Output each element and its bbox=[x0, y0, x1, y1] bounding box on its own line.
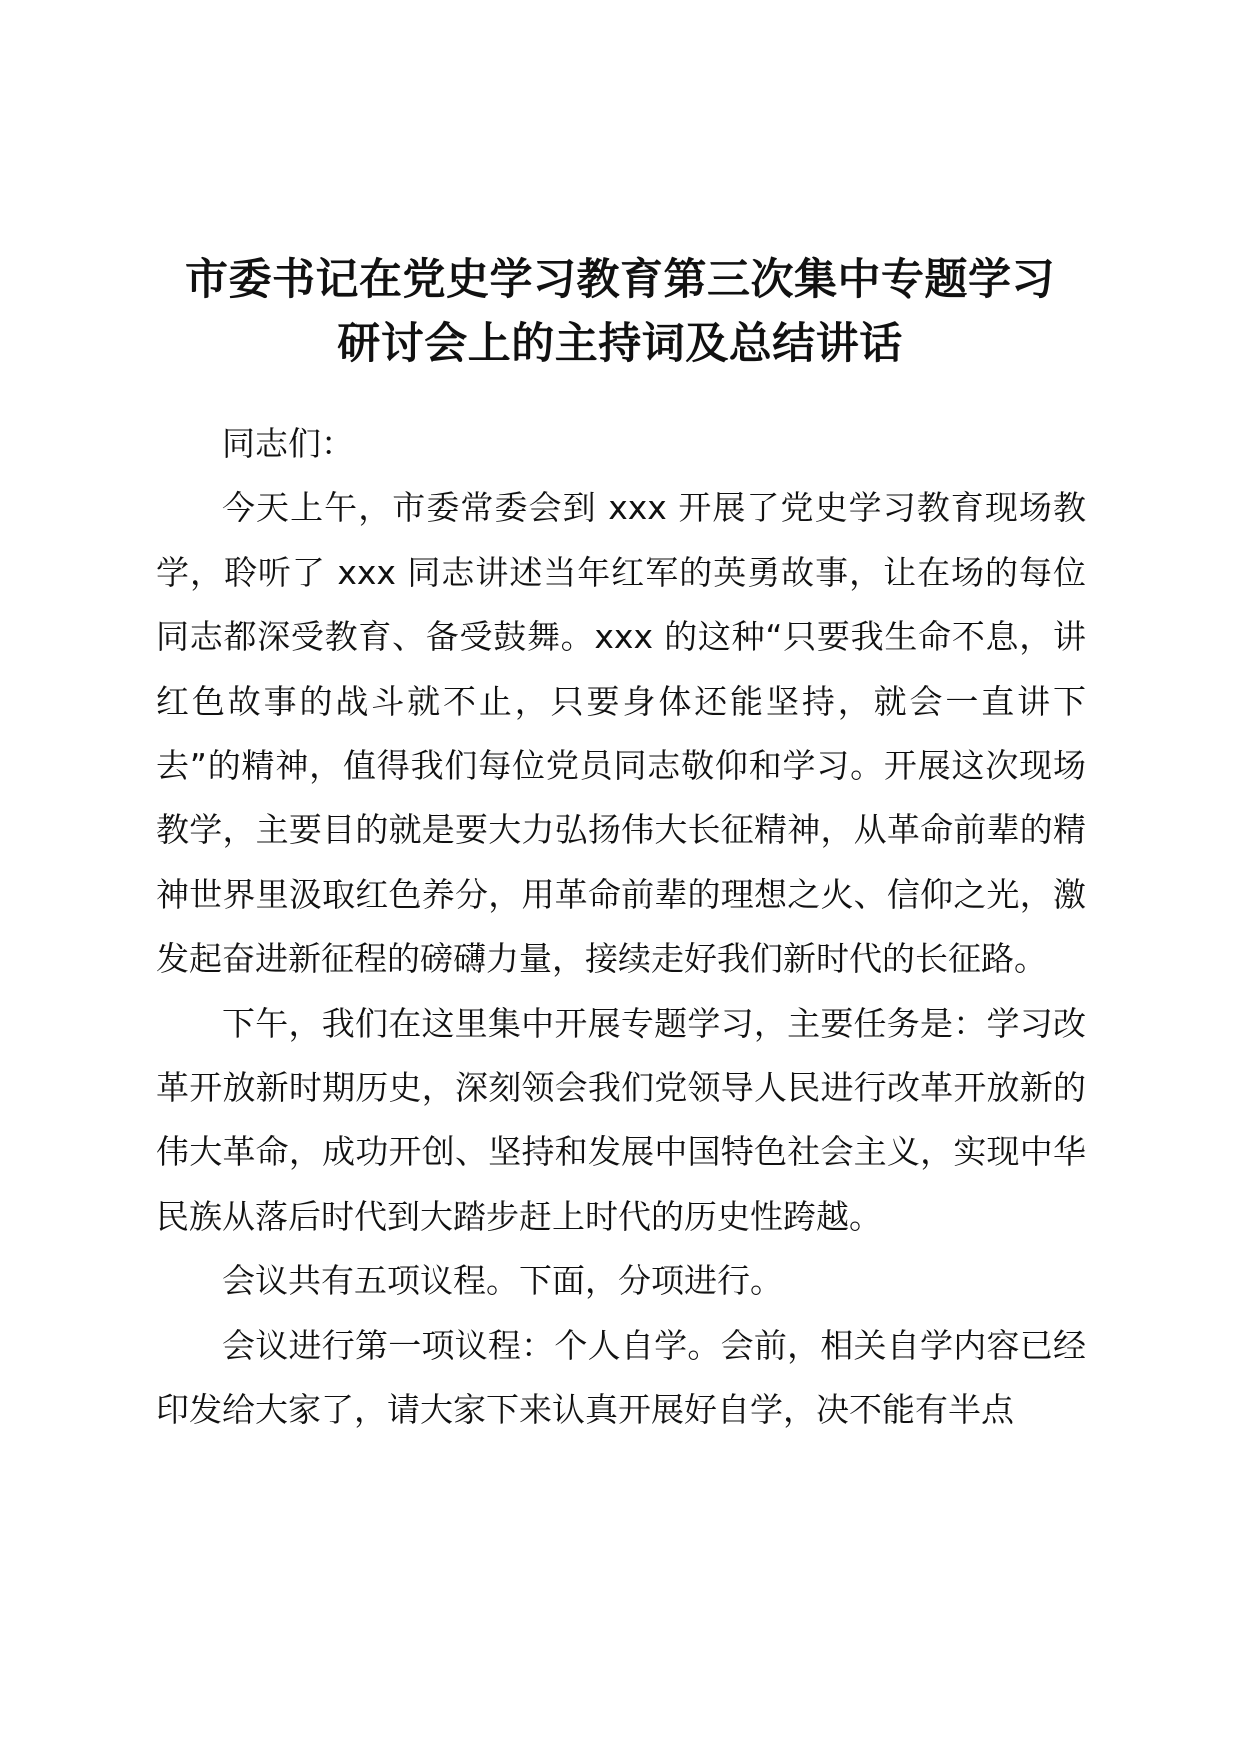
paragraph-morning: 今天上午，市委常委会到 xxx 开展了党史学习教育现场教学，聆听了 xxx 同志讲述当年红军的英勇故事，让在场的每位同志都深受教育、备受鼓舞。xxx 的这种“只要我生命不息，讲红色故事的战斗就不止，只要身体还能坚持，就会一直讲下去”的精神，值得我们每位党员同志敬仰和学习。开展这次现场教学，主要目的就是要大力弘扬伟大长征精神，从革命前辈的精神世界里汲取红色养分，用革命前辈的理想之火、信仰之光，激发起奋进新征程的磅礴力量，接续走好我们新时代的长征路。 bbox=[156, 488, 1086, 979]
paragraph-first-item: 会议进行第一项议程：个人自学。会前，相关自学内容已经印发给大家了，请大家下来认真开展好自学，决不能有半点 bbox=[156, 1325, 1086, 1430]
document-title bbox=[150, 248, 1090, 376]
salutation: 同志们： bbox=[222, 424, 354, 463]
paragraph-agenda: 会议共有五项议程。下面，分项进行。 bbox=[222, 1261, 783, 1301]
paragraph-afternoon: 下午，我们在这里集中开展专题学习，主要任务是：学习改革开放新时期历史，深刻领会我们党领导人民进行改革开放新的伟大革命，成功开创、坚持和发展中国特色社会主义，实现中华民族从落后时代到大踏步赶上时代的历史性跨越。 bbox=[156, 1003, 1086, 1236]
title-line-1: 市委书记在党史学习教育第三次集中专题学习 bbox=[185, 255, 1055, 305]
document-body bbox=[156, 412, 1086, 1443]
title-line-2: 研讨会上的主持词及总结讲话 bbox=[337, 319, 903, 369]
